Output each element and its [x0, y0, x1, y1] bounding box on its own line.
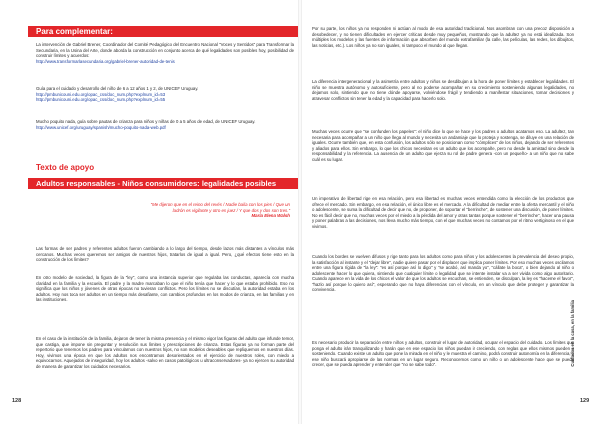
- quote-text: "Me dijeron que en el reino del revés / Nadie baila con los pies / Que un ladrón es vigilante y otro es juez / Y que dos y dos son tres.": [150, 202, 290, 213]
- left-body-2: En otro modelo de sociedad, la figura de la "ley", como una instancia superior que regulaba las conductas, aparecía con mucha claridad en la familia y la escuela. El padre y la madre marcaban lo que el niño tenía que hacer y lo que estaba prohibido. Eso no significa que los niños y jóvenes de otras épocas no tuvieran conflictos. Pero los límites no se discutían, la autoridad estaba en los adultos. Hoy nos toca ser adultos en un tiempo más desafiante, con cambios profundos en los modos de crianza, en las familias y en las instituciones.: [36, 275, 294, 302]
- right-body-3: Muchas veces ocurre que "se confunden los papeles": el niño dice lo que se hace y los padres o adultos acatamos eso. La adultez, tan necesaria para acompañar a un niño que llega al mundo y necesita un andamiaje que lo proteja y sostenga, se diluye en una relación de iguales. Ocurre también que, en esta confusión, los adultos sólo se posicionan como "cómplices" de los niños, dejando de ser referentes y aliados para ellos. Sin embargo, lo que los chicos necesitan es un adulto que los acompañe, pero no desde la amistad sino desde la responsabilidad y la referencia. La ausencia de un adulto que ejerza su rol de padre genera -con un pequeño- a un niño que no sabe cuál es su lugar.: [312, 129, 574, 162]
- article-title-bar: Adultos responsables - Niños consumidores: legalidades posibles: [28, 178, 298, 189]
- unicef-guide-text: Guía para el cuidado y desarrollo del niño de 6 a 12 años 1 y 2, de UNICEF Uruguay.: [36, 86, 199, 91]
- intro-text: La intervención de Gabriel Brener, Coordinador del Comité Pedagógico del Encuentro Nacional "Voces y Sentidos" para Transformar la Secundaria, en la Usina del Arte, donde aborda la construcción en conjunto acerca de qué legalidades son posibles hoy, posibilidad de construir límites y acuerdos:: [36, 42, 294, 58]
- vertical-section-label: [570, 300, 578, 400]
- right-body-6: Es necesario producir la separación entre niños y adultos, construir el lugar de autoridad, ocupar el espacio del cuidado. Los límites que ponga el adulto irán tranquilizando y harán que en ese espacio los niños puedan ir creciendo, con reglas que ellos mismos pueden ir sosteniendo. Cuando existe un adulto que pone la mirada en el niño y le muestra el camino, podrá construir autonomía en la diferencia, y ese niño buscará apropiarse de las normas en un lugar seguro. Reconocemos como un niño o un adolescente hace que se pueda crecer, que se pueda aprender y entender que "no se sabe todo".: [312, 340, 574, 367]
- right-body-5: Cuando los bordes se vuelven difusos y rige tanto para los adultos como para niños y los adolescentes la prevalencia del deseo propio, la satisfacción al instante y el "dejar libre", nadie quiere pasar por el displacer que implica poner límites. Por eso muchas veces oscilamos entre una figura rígida de "la ley": "es así porque así lo digo" y "se acabó, así manda yo", "cállate la boca", o bien dejando al niño o adolescente hacer lo que quiera, sintiendo que cualquier límite o legalidad que se intente instalar va a ser vivida como algo autoritario. Cuando aparece en la vida de los chicos el valor de que los adultos se escuchan, se entienden, se disculpan, la ley es "haceme el favor", "hazlo así porque lo quiero así", esperando que no haya diferencias con el vínculo, en un vínculo que debe proteger y garantizar la convivencia.: [312, 254, 574, 292]
- page-number-left: 128: [12, 398, 22, 404]
- right-page: [300, 0, 600, 424]
- page-number-right: 129: [580, 398, 590, 404]
- right-body-2: La diferencia intergeneracional y la asimetría entre adultos y niños se desdibujan a la hora de poner límites y establecer legalidades. El niño se muestra autónomo y autosuficiente, pero al no poderse acompañar en su crecimiento sosteniendo algunas legalidades, no dejamos solo, sintiendo que no tiene dónde apoyarse, volviéndose frágil y tendiendo a manifestar situaciones, tomar decisiones y atravesar conflictos sin tener la edad y la capacidad para hacerlo solo.: [312, 79, 574, 101]
- link-guide-2[interactable]: http://pmbunicouni.edu.org/opac_css/doc_num.php?explnum_id=55: [36, 97, 166, 102]
- quote-author: María Elena Walsh: [251, 213, 290, 219]
- right-body-4: Un imperativo de libertad rige en esa relación, pero esa libertad es muchas veces entendida como la elección de los productos que ofrece el mercado. Sin embargo, en esa relación, el único libre es el mercado. A la dificultad de mediar entre la oferta mercantil y el niño o adolescente, se suma la dificultad de decir que no, de proponer, de soportar el "berrinche", de sostener una discusión, de poner límites. No es fácil decir que no, muchas veces por el miedo a la pérdida del amor y otras tantas porque sostener el "berrinche", hacer una pausa y poner palabras a las decisiones, nos lleva mucho más tiempo, con el que muchas veces no contamos por el ritmo vertiginoso en el que vivimos.: [312, 196, 574, 229]
- epigraph-quote: [150, 202, 290, 219]
- mucho-poquito-paragraph: [36, 119, 294, 130]
- vertical-label-text: Cuidados en la casa, en la familia: [570, 300, 575, 367]
- link-mucho-poquito[interactable]: http://www.unicef.org/uruguay/spanish/mucho-poquito-nada-web.pdf: [36, 124, 166, 130]
- support-heading: Texto de apoyo: [36, 163, 95, 172]
- left-body-1: Las formas de ser padres y referentes adultos fueron cambiando a lo largo del tiempo, desde lazos más distantes a vínculos más cercanos. Muchas veces queremos ser amigos de nuestros hijos, tratarlos de igual a igual. Pero, ¿qué efectos tiene esto en la construcción de los límites?: [36, 246, 294, 262]
- link-guide-1[interactable]: http://pmbunicouni.edu.org/opac_css/doc_num.php?explnum_id=53: [36, 91, 166, 97]
- link-brener[interactable]: http://www.transformarlasecundaria.org/gabriel-brener-autoridad-de-tenis: [36, 58, 175, 64]
- unicef-guide-paragraph: [36, 86, 294, 103]
- right-body-1: Por su parte, los niños ya no responden ni actúan al modo de esa autoridad tradicional. Nos asombran con una precoz disposición a desobedecer, y no tienen dificultades en ejercer críticas desde muy pequeños, mostrando que la adultez ya no está idealizada. Son múltiples los modelos y las fuentes de información que absorben del mundo extrafamiliar (la calle, las películas, las redes, los dibujitos, las noticias, etc.). Los niños ya no son iguales, ni tampoco el mundo al que llegan.: [312, 26, 574, 48]
- left-body-3: En el caso de la institución de la familia, dejaron de tener la misma presencia y el mismo vigor las figuras del adulto que infunde temor, que castiga, que impone sin preguntar y resolución sus límites y prescripciones de crianza. Estas figuras ya no forman parte del repertorio que tenemos los padres para vincularnos con nuestros hijos, no son modelos deseables que repliquemos en nuestros días. Hoy, vivimos una época en que los adultos nos encontramos desorientados en el ejercicio de nuestros roles, con miedo a equivocarnos. Aquejados de inseguridad, hoy los adultos -salvo en casos patológicos u ultraconservadores- ya no ejercen su autoridad de manera de garantizar los cuidados necesarios.: [36, 336, 294, 369]
- section-title-bar: Para complementar:: [28, 26, 298, 37]
- mucho-poquito-text: Mucho poquito nada, guía sobre pautas de crianza para niños y niñas de 0 a 5 años de edad, de UNICEF Uruguay.: [36, 119, 256, 124]
- intro-paragraph: [36, 42, 294, 64]
